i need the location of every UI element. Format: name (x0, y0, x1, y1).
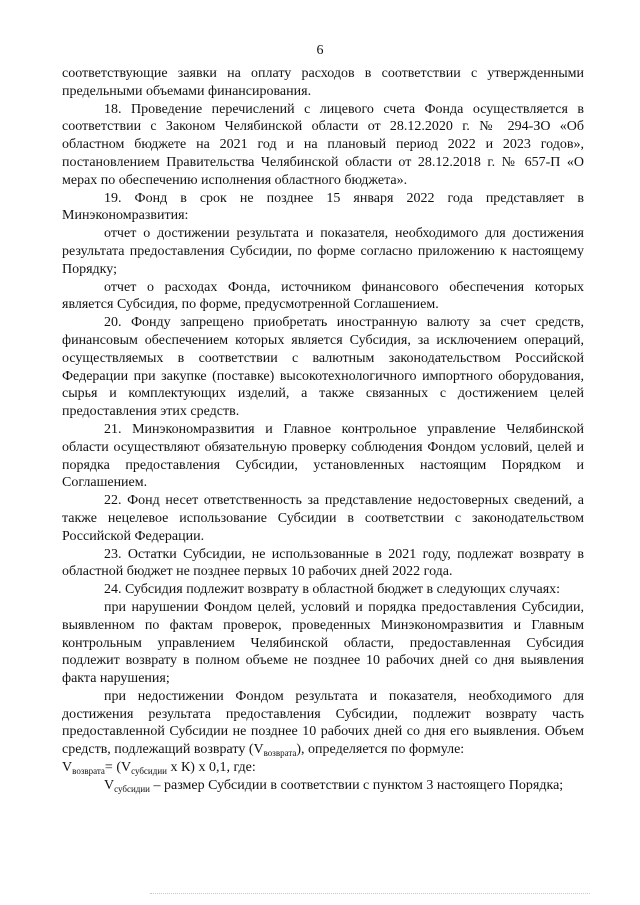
definition-v-subsidy: $V_{субсидии}$ – размер Субсидии в соответствии с пунктом 3 настоящего Порядка; (104, 777, 564, 794)
paragraph-19-report-expenses: отчет о расходах Фонда, источником финансового обеспечения которых является Субсидия, по форме, предусмотренной Соглашением. (62, 279, 584, 313)
scan-artifact-line (150, 893, 590, 895)
paragraph-21: 21. Минэкономразвития и Главное контрольное управление Челябинской области осуществляют обязательную проверку соблюдения Фондом условий, целей и порядка предоставления Субсидии, установленных настоящим Порядком и Соглашением. (62, 421, 584, 491)
paragraph-19-report-results: отчет о достижении результата и показателя, необходимого для достижения результата предоставления Субсидии, по форме согласно приложению к настоящему Порядку; (62, 226, 584, 277)
paragraph-23: 23. Остатки Субсидии, не использованные в 2021 году, подлежат возврату в областной бюджет не позднее первых 10 рабочих дней 2022 года. (62, 546, 584, 580)
paragraph-18: 18. Проведение перечислений с лицевого счета Фонда осуществляется в соответствии с Законом Челябинской области от 28.12.2020 г. № 294-ЗО «Об областном бюджете на 2021 год и на плановый период 2022 и 2023 годов», постановлением Правительства Челябинской области от 28.12.2018 г. № 657-П «О мерах по обеспечению исполнения областного бюджета». (62, 101, 584, 188)
paragraph-24: 24. Субсидия подлежит возврату в областной бюджет в следующих случаях: (104, 582, 561, 598)
paragraph-24-violation: при нарушении Фондом целей, условий и порядка предоставления Субсидии, выявленном по фактам проверок, проведенных Минэкономразвития и Главным контрольным управлением Челябинской области, предоставленная Субсидия подлежит возврату в полном объеме не позднее 10 рабочих дней со дня выявления факта нарушения; (62, 599, 584, 687)
page-number: 6 (316, 43, 324, 58)
paragraph-22: 22. Фонд несет ответственность за представление недостоверных сведений, а также нецелевое использование Субсидии в соответствии с законодательством Российской Федерации. (62, 493, 584, 544)
paragraph-24-non-achievement: при недостижении Фондом результата и показателя, необходимого для достижения результата предоставления Субсидии, подлежит возврату часть предоставленной Субсидии не позднее 10 рабочих дней со дня его выявления. Объем средств, подлежащий возврату $(V_{возврата})$, определяется по формуле: (62, 688, 584, 759)
paragraph-20: 20. Фонду запрещено приобретать иностранную валюту за счет средств, финансовым обеспечением которых является Субсидия, за исключением операций, осуществляемых в соответствии с валютным законодательством Российской Федерации при закупке (поставке) высокотехнологичного импортного оборудования, сырья и комплектующих изделий, а также связанных с достижением целей предоставления этих средств. (62, 315, 584, 420)
paragraph-continuation: соответствующие заявки на оплату расходов в соответствии с утвержденными предельными объемами финансирования. (62, 66, 584, 99)
document-body (62, 65, 584, 795)
return-formula: $V_{возврата}= (V_{субсидии}$ x К) x 0,1, где: (62, 760, 256, 777)
paragraph-19: 19. Фонд в срок не позднее 15 января 2022 года представляет в Минэкономразвития: (62, 190, 584, 224)
